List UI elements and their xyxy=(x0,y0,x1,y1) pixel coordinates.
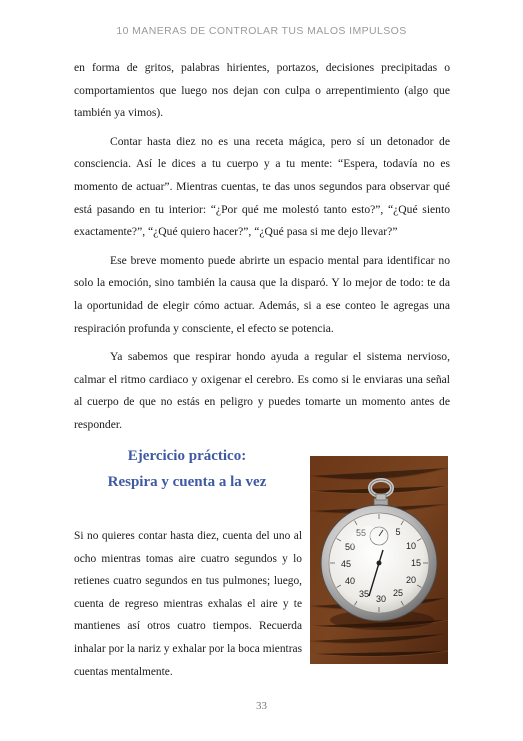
dial-number: 50 xyxy=(344,542,356,552)
stopwatch-photo xyxy=(310,456,448,664)
exercise-heading xyxy=(74,443,300,495)
paragraph: en forma de gritos, palabras hirientes, portazos, decisiones precipitadas o comportamientos que luego nos dejan con culpa o arrepentimiento (algo que también ya vimos). xyxy=(74,61,450,120)
dial-number: 10 xyxy=(405,541,417,551)
paragraph: Ya sabemos que respirar hondo ayuda a regular el sistema nervioso, calmar el ritmo cardiaco y oxigenar el cerebro. Es como si le enviaras una señal al cuerpo de que no estás en peligro y puedes tomarte un momento antes de responder. xyxy=(74,350,450,431)
dial-number: 20 xyxy=(405,575,417,585)
exercise-paragraph: Si no quieres contar hasta diez, cuenta del uno al ocho mientras tomas aire cuatro segundos y lo retienes cuatro segundos en tus pulmones; luego, cuenta de regreso mientras exhalas el aire y te mantienes así otros cuatro tiempos. Recuerda inhalar por la nariz y exhalar por la boca mientras cuentas mentalmente. xyxy=(74,530,302,678)
dial-number: 30 xyxy=(375,594,387,604)
paragraph: Contar hasta diez no es una receta mágica, pero sí un detonador de consciencia. Así le dices a tu cuerpo y a tu mente: “Espera, todavía no es momento de actuar”. Mientras cuentas, te das unos segundos para observar qué está pasando en tu interior: “¿Por qué me molestó tanto esto?”, “¿Qué siento exactamente?”, “¿Qué quiero hacer?”, “¿Qué pasa si me dejo llevar?” xyxy=(74,134,450,239)
dial-number: 15 xyxy=(410,558,422,568)
paragraph: Ese breve momento puede abrirte un espacio mental para identificar no solo la emoción, sino también la causa que la disparó. Y lo mejor de todo: te da la oportunidad de elegir cómo actuar. Además, si a ese conteo le agregas una respiración profunda y consciente, el efecto se potencia. xyxy=(74,253,450,335)
dial-number: 55 xyxy=(355,528,367,538)
body-text xyxy=(74,57,450,443)
exercise-text xyxy=(74,525,302,683)
dial-number: 45 xyxy=(340,559,352,569)
dial-number: 25 xyxy=(392,588,404,598)
exercise-heading-line1: Ejercicio práctico: xyxy=(127,448,247,464)
exercise-heading-line2: Respira y cuenta a la vez xyxy=(107,474,267,490)
page-number: 33 xyxy=(256,700,267,712)
dial-number: 35 xyxy=(358,589,370,599)
dial-number: 40 xyxy=(344,576,356,586)
running-header: 10 MANERAS DE CONTROLAR TUS MALOS IMPULSOS xyxy=(116,25,407,37)
dial-number: 5 xyxy=(395,527,401,537)
